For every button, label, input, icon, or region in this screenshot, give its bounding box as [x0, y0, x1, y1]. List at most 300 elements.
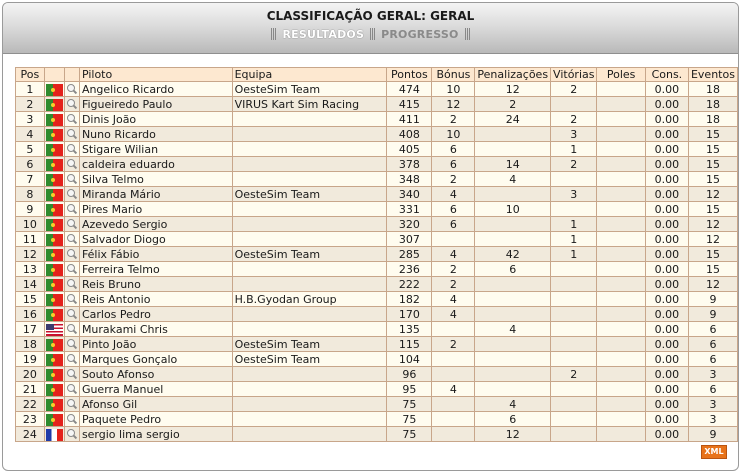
flag-pt-icon — [46, 249, 63, 261]
cell-piloto[interactable]: Félix Fábio — [79, 247, 232, 262]
cell-pontos: 115 — [387, 337, 432, 352]
view-tabs — [269, 27, 471, 42]
flag-pt-icon — [46, 264, 63, 276]
col-header-cons[interactable]: Cons. — [645, 68, 688, 82]
col-header-eventos[interactable]: Eventos — [688, 68, 737, 82]
cell-eventos: 6 — [688, 337, 737, 352]
cell-bonus: 6 — [432, 157, 475, 172]
magnifier-icon[interactable] — [66, 264, 77, 275]
cell-equipa — [232, 217, 387, 232]
tab-separator — [370, 28, 375, 40]
cell-poles — [597, 112, 645, 127]
magnifier-icon[interactable] — [66, 189, 77, 200]
cell-poles — [597, 292, 645, 307]
cell-pos: 3 — [16, 112, 45, 127]
magnifier-icon[interactable] — [66, 174, 77, 185]
cell-equipa — [232, 307, 387, 322]
cell-bonus: 12 — [432, 97, 475, 112]
table-row — [16, 157, 738, 172]
cell-pontos: 135 — [387, 322, 432, 337]
cell-pontos: 222 — [387, 277, 432, 292]
flag-pt-icon — [46, 204, 63, 216]
table-header-row — [16, 68, 738, 82]
magnifier-icon[interactable] — [66, 399, 77, 410]
cell-vitorias — [551, 397, 597, 412]
cell-vitorias: 2 — [551, 82, 597, 97]
cell-eventos: 15 — [688, 157, 737, 172]
cell-eventos: 12 — [688, 277, 737, 292]
tab-resultados[interactable]: RESULTADOS — [282, 27, 365, 41]
cell-piloto[interactable]: Reis Antonio — [79, 292, 232, 307]
cell-details[interactable] — [64, 352, 79, 367]
cell-eventos: 15 — [688, 262, 737, 277]
cell-equipa — [232, 277, 387, 292]
cell-vitorias: 1 — [551, 247, 597, 262]
cell-piloto[interactable]: Ferreira Telmo — [79, 262, 232, 277]
cell-pos: 19 — [16, 352, 45, 367]
cell-equipa — [232, 412, 387, 427]
cell-cons: 0.00 — [645, 382, 688, 397]
cell-details[interactable] — [64, 187, 79, 202]
cell-pos: 9 — [16, 202, 45, 217]
cell-bonus — [432, 322, 475, 337]
tab-progresso[interactable]: PROGRESSO — [381, 27, 459, 41]
cell-poles — [597, 322, 645, 337]
col-header-equipa[interactable]: Equipa — [232, 68, 387, 82]
col-header-piloto[interactable]: Piloto — [79, 68, 232, 82]
cell-vitorias — [551, 97, 597, 112]
cell-equipa: OesteSim Team — [232, 187, 387, 202]
cell-vitorias — [551, 202, 597, 217]
cell-eventos: 18 — [688, 97, 737, 112]
cell-bonus: 4 — [432, 382, 475, 397]
standings-table-wrap — [15, 67, 738, 442]
cell-penalizacoes: 6 — [475, 412, 551, 427]
col-header-pontos[interactable]: Pontos — [387, 68, 432, 82]
flag-pt-icon — [46, 414, 63, 426]
cell-details[interactable] — [64, 262, 79, 277]
magnifier-icon[interactable] — [66, 84, 77, 95]
cell-bonus: 2 — [432, 112, 475, 127]
cell-pos: 4 — [16, 127, 45, 142]
cell-pos: 20 — [16, 367, 45, 382]
cell-details[interactable] — [64, 142, 79, 157]
cell-flag — [44, 382, 64, 397]
cell-poles — [597, 82, 645, 97]
cell-vitorias: 3 — [551, 127, 597, 142]
cell-poles — [597, 97, 645, 112]
cell-details[interactable] — [64, 82, 79, 97]
cell-details[interactable] — [64, 172, 79, 187]
cell-details[interactable] — [64, 307, 79, 322]
cell-cons: 0.00 — [645, 232, 688, 247]
cell-pos: 15 — [16, 292, 45, 307]
cell-piloto[interactable]: Murakami Chris — [79, 322, 232, 337]
table-row — [16, 202, 738, 217]
flag-pt-icon — [46, 189, 63, 201]
col-header-penalizacoes[interactable]: Penalizações — [475, 68, 551, 82]
cell-cons: 0.00 — [645, 172, 688, 187]
cell-details[interactable] — [64, 112, 79, 127]
col-header-flag — [44, 68, 64, 82]
magnifier-icon[interactable] — [66, 324, 77, 335]
cell-piloto[interactable]: Stigare Wilian — [79, 142, 232, 157]
cell-piloto[interactable]: caldeira eduardo — [79, 157, 232, 172]
cell-penalizacoes: 14 — [475, 157, 551, 172]
magnifier-icon[interactable] — [66, 114, 77, 125]
cell-pontos: 285 — [387, 247, 432, 262]
cell-pos: 11 — [16, 232, 45, 247]
cell-pontos: 170 — [387, 307, 432, 322]
magnifier-icon[interactable] — [66, 159, 77, 170]
cell-bonus — [432, 367, 475, 382]
cell-vitorias: 3 — [551, 187, 597, 202]
cell-piloto[interactable]: Angelico Ricardo — [79, 82, 232, 97]
table-row — [16, 232, 738, 247]
magnifier-icon[interactable] — [66, 339, 77, 350]
cell-cons: 0.00 — [645, 337, 688, 352]
col-header-poles[interactable]: Poles — [597, 68, 645, 82]
cell-cons: 0.00 — [645, 322, 688, 337]
cell-pos: 18 — [16, 337, 45, 352]
cell-piloto[interactable]: Silva Telmo — [79, 172, 232, 187]
cell-equipa — [232, 157, 387, 172]
cell-poles — [597, 277, 645, 292]
cell-cons: 0.00 — [645, 82, 688, 97]
cell-cons: 0.00 — [645, 97, 688, 112]
cell-vitorias — [551, 277, 597, 292]
cell-piloto[interactable]: Pires Mario — [79, 202, 232, 217]
cell-poles — [597, 232, 645, 247]
cell-details[interactable] — [64, 397, 79, 412]
magnifier-icon[interactable] — [66, 279, 77, 290]
cell-poles — [597, 127, 645, 142]
cell-cons: 0.00 — [645, 307, 688, 322]
cell-equipa — [232, 322, 387, 337]
cell-penalizacoes — [475, 217, 551, 232]
cell-eventos: 12 — [688, 217, 737, 232]
cell-pos: 17 — [16, 322, 45, 337]
cell-flag — [44, 412, 64, 427]
magnifier-icon[interactable] — [66, 414, 77, 425]
flag-us-icon — [46, 324, 63, 336]
cell-poles — [597, 352, 645, 367]
table-row — [16, 187, 738, 202]
cell-flag — [44, 367, 64, 382]
cell-details[interactable] — [64, 412, 79, 427]
magnifier-icon[interactable] — [66, 429, 77, 440]
cell-eventos: 9 — [688, 307, 737, 322]
flag-pt-icon — [46, 279, 63, 291]
standings-table — [15, 67, 738, 442]
cell-penalizacoes: 6 — [475, 262, 551, 277]
cell-details[interactable] — [64, 277, 79, 292]
cell-details[interactable] — [64, 322, 79, 337]
cell-poles — [597, 202, 645, 217]
cell-pos: 14 — [16, 277, 45, 292]
cell-details[interactable] — [64, 202, 79, 217]
flag-fr-icon — [46, 429, 63, 441]
table-row — [16, 337, 738, 352]
flag-pt-icon — [46, 354, 63, 366]
magnifier-icon[interactable] — [66, 144, 77, 155]
cell-penalizacoes — [475, 277, 551, 292]
cell-flag — [44, 247, 64, 262]
table-row — [16, 262, 738, 277]
magnifier-icon[interactable] — [66, 249, 77, 260]
cell-flag — [44, 232, 64, 247]
table-row — [16, 217, 738, 232]
cell-pos: 10 — [16, 217, 45, 232]
cell-equipa — [232, 427, 387, 442]
cell-penalizacoes: 24 — [475, 112, 551, 127]
cell-flag — [44, 262, 64, 277]
cell-penalizacoes: 2 — [475, 97, 551, 112]
cell-poles — [597, 142, 645, 157]
cell-piloto[interactable]: Figueiredo Paulo — [79, 97, 232, 112]
cell-penalizacoes — [475, 232, 551, 247]
cell-cons: 0.00 — [645, 127, 688, 142]
cell-piloto[interactable]: Salvador Diogo — [79, 232, 232, 247]
cell-penalizacoes: 42 — [475, 247, 551, 262]
cell-vitorias: 2 — [551, 157, 597, 172]
cell-piloto[interactable]: Carlos Pedro — [79, 307, 232, 322]
cell-equipa — [232, 202, 387, 217]
cell-flag — [44, 427, 64, 442]
cell-equipa — [232, 397, 387, 412]
cell-piloto[interactable]: Marques Gonçalo — [79, 352, 232, 367]
cell-equipa — [232, 172, 387, 187]
cell-vitorias: 2 — [551, 112, 597, 127]
table-row — [16, 352, 738, 367]
cell-equipa: VIRUS Kart Sim Racing — [232, 97, 387, 112]
magnifier-icon[interactable] — [66, 384, 77, 395]
cell-eventos: 6 — [688, 352, 737, 367]
table-row — [16, 142, 738, 157]
cell-details[interactable] — [64, 97, 79, 112]
cell-equipa: OesteSim Team — [232, 337, 387, 352]
cell-poles — [597, 412, 645, 427]
cell-flag — [44, 112, 64, 127]
cell-eventos: 9 — [688, 427, 737, 442]
flag-pt-icon — [46, 384, 63, 396]
cell-equipa: OesteSim Team — [232, 82, 387, 97]
table-row — [16, 97, 738, 112]
cell-bonus — [432, 412, 475, 427]
cell-cons: 0.00 — [645, 367, 688, 382]
magnifier-icon[interactable] — [66, 204, 77, 215]
table-row — [16, 292, 738, 307]
cell-cons: 0.00 — [645, 277, 688, 292]
cell-poles — [597, 262, 645, 277]
cell-vitorias: 1 — [551, 232, 597, 247]
cell-cons: 0.00 — [645, 217, 688, 232]
cell-piloto[interactable]: Miranda Mário — [79, 187, 232, 202]
cell-pontos: 75 — [387, 412, 432, 427]
cell-penalizacoes — [475, 307, 551, 322]
cell-eventos: 15 — [688, 172, 737, 187]
cell-vitorias — [551, 262, 597, 277]
cell-pontos: 340 — [387, 187, 432, 202]
cell-flag — [44, 292, 64, 307]
cell-flag — [44, 127, 64, 142]
cell-bonus: 6 — [432, 202, 475, 217]
cell-pos: 1 — [16, 82, 45, 97]
cell-eventos: 3 — [688, 397, 737, 412]
table-row — [16, 127, 738, 142]
magnifier-icon[interactable] — [66, 99, 77, 110]
cell-flag — [44, 217, 64, 232]
cell-bonus: 10 — [432, 82, 475, 97]
cell-piloto[interactable]: Nuno Ricardo — [79, 127, 232, 142]
cell-details[interactable] — [64, 217, 79, 232]
flag-pt-icon — [46, 294, 63, 306]
cell-piloto[interactable]: Guerra Manuel — [79, 382, 232, 397]
cell-penalizacoes: 12 — [475, 427, 551, 442]
cell-eventos: 3 — [688, 412, 737, 427]
cell-flag — [44, 202, 64, 217]
col-header-bonus[interactable]: Bónus — [432, 68, 475, 82]
cell-bonus: 10 — [432, 127, 475, 142]
flag-pt-icon — [46, 114, 63, 126]
magnifier-icon[interactable] — [66, 309, 77, 320]
cell-bonus: 2 — [432, 277, 475, 292]
flag-pt-icon — [46, 144, 63, 156]
cell-pontos: 104 — [387, 352, 432, 367]
magnifier-icon[interactable] — [66, 369, 77, 380]
xml-export-button[interactable]: XML — [701, 445, 727, 459]
cell-vitorias — [551, 307, 597, 322]
cell-equipa: H.B.Gyodan Group — [232, 292, 387, 307]
cell-penalizacoes: 4 — [475, 397, 551, 412]
cell-cons: 0.00 — [645, 247, 688, 262]
standings-body — [16, 82, 738, 442]
cell-pontos: 415 — [387, 97, 432, 112]
col-header-pos[interactable]: Pos — [16, 68, 45, 82]
table-row — [16, 367, 738, 382]
cell-bonus: 6 — [432, 217, 475, 232]
cell-flag — [44, 322, 64, 337]
cell-pontos: 96 — [387, 367, 432, 382]
cell-details[interactable] — [64, 382, 79, 397]
cell-piloto[interactable]: Azevedo Sergio — [79, 217, 232, 232]
cell-flag — [44, 82, 64, 97]
cell-pontos: 307 — [387, 232, 432, 247]
cell-piloto[interactable]: Souto Afonso — [79, 367, 232, 382]
cell-pontos: 411 — [387, 112, 432, 127]
cell-cons: 0.00 — [645, 352, 688, 367]
cell-vitorias — [551, 427, 597, 442]
table-row — [16, 82, 738, 97]
flag-pt-icon — [46, 99, 63, 111]
table-row — [16, 382, 738, 397]
cell-flag — [44, 142, 64, 157]
cell-pontos: 474 — [387, 82, 432, 97]
cell-bonus: 4 — [432, 187, 475, 202]
magnifier-icon[interactable] — [66, 234, 77, 245]
cell-pontos: 95 — [387, 382, 432, 397]
table-row — [16, 277, 738, 292]
cell-penalizacoes — [475, 127, 551, 142]
magnifier-icon[interactable] — [66, 354, 77, 365]
cell-flag — [44, 337, 64, 352]
cell-details[interactable] — [64, 292, 79, 307]
tab-separator — [271, 28, 276, 40]
cell-penalizacoes — [475, 382, 551, 397]
cell-eventos: 15 — [688, 247, 737, 262]
magnifier-icon[interactable] — [66, 129, 77, 140]
cell-piloto[interactable]: Afonso Gil — [79, 397, 232, 412]
cell-equipa — [232, 112, 387, 127]
cell-pos: 24 — [16, 427, 45, 442]
cell-flag — [44, 352, 64, 367]
cell-bonus: 4 — [432, 247, 475, 262]
cell-eventos: 15 — [688, 202, 737, 217]
table-row — [16, 172, 738, 187]
cell-details[interactable] — [64, 127, 79, 142]
cell-cons: 0.00 — [645, 292, 688, 307]
cell-poles — [597, 157, 645, 172]
cell-penalizacoes: 12 — [475, 82, 551, 97]
cell-cons: 0.00 — [645, 187, 688, 202]
flag-pt-icon — [46, 159, 63, 171]
col-header-vitorias[interactable]: Vitórias — [551, 68, 597, 82]
cell-bonus — [432, 427, 475, 442]
cell-vitorias: 1 — [551, 142, 597, 157]
cell-cons: 0.00 — [645, 397, 688, 412]
cell-cons: 0.00 — [645, 112, 688, 127]
cell-vitorias: 1 — [551, 217, 597, 232]
cell-piloto[interactable]: Reis Bruno — [79, 277, 232, 292]
cell-eventos: 18 — [688, 112, 737, 127]
cell-cons: 0.00 — [645, 412, 688, 427]
table-row — [16, 412, 738, 427]
cell-details[interactable] — [64, 157, 79, 172]
cell-details[interactable] — [64, 367, 79, 382]
cell-pontos: 236 — [387, 262, 432, 277]
magnifier-icon[interactable] — [66, 219, 77, 230]
cell-details[interactable] — [64, 232, 79, 247]
cell-equipa: OesteSim Team — [232, 247, 387, 262]
cell-vitorias — [551, 172, 597, 187]
flag-pt-icon — [46, 219, 63, 231]
cell-flag — [44, 277, 64, 292]
cell-penalizacoes: 4 — [475, 322, 551, 337]
flag-pt-icon — [46, 369, 63, 381]
panel-header — [3, 3, 738, 54]
flag-pt-icon — [46, 309, 63, 321]
cell-details[interactable] — [64, 337, 79, 352]
table-row — [16, 322, 738, 337]
cell-pontos: 75 — [387, 397, 432, 412]
tab-separator — [465, 28, 470, 40]
cell-details[interactable] — [64, 427, 79, 442]
magnifier-icon[interactable] — [66, 294, 77, 305]
cell-pontos: 331 — [387, 202, 432, 217]
cell-eventos: 12 — [688, 232, 737, 247]
cell-details[interactable] — [64, 247, 79, 262]
cell-poles — [597, 367, 645, 382]
cell-bonus: 2 — [432, 262, 475, 277]
cell-piloto[interactable]: Dinis João — [79, 112, 232, 127]
cell-piloto[interactable]: sergio lima sergio — [79, 427, 232, 442]
cell-piloto[interactable]: Pinto João — [79, 337, 232, 352]
cell-pontos: 378 — [387, 157, 432, 172]
cell-flag — [44, 157, 64, 172]
cell-piloto[interactable]: Paquete Pedro — [79, 412, 232, 427]
cell-penalizacoes — [475, 187, 551, 202]
cell-poles — [597, 427, 645, 442]
